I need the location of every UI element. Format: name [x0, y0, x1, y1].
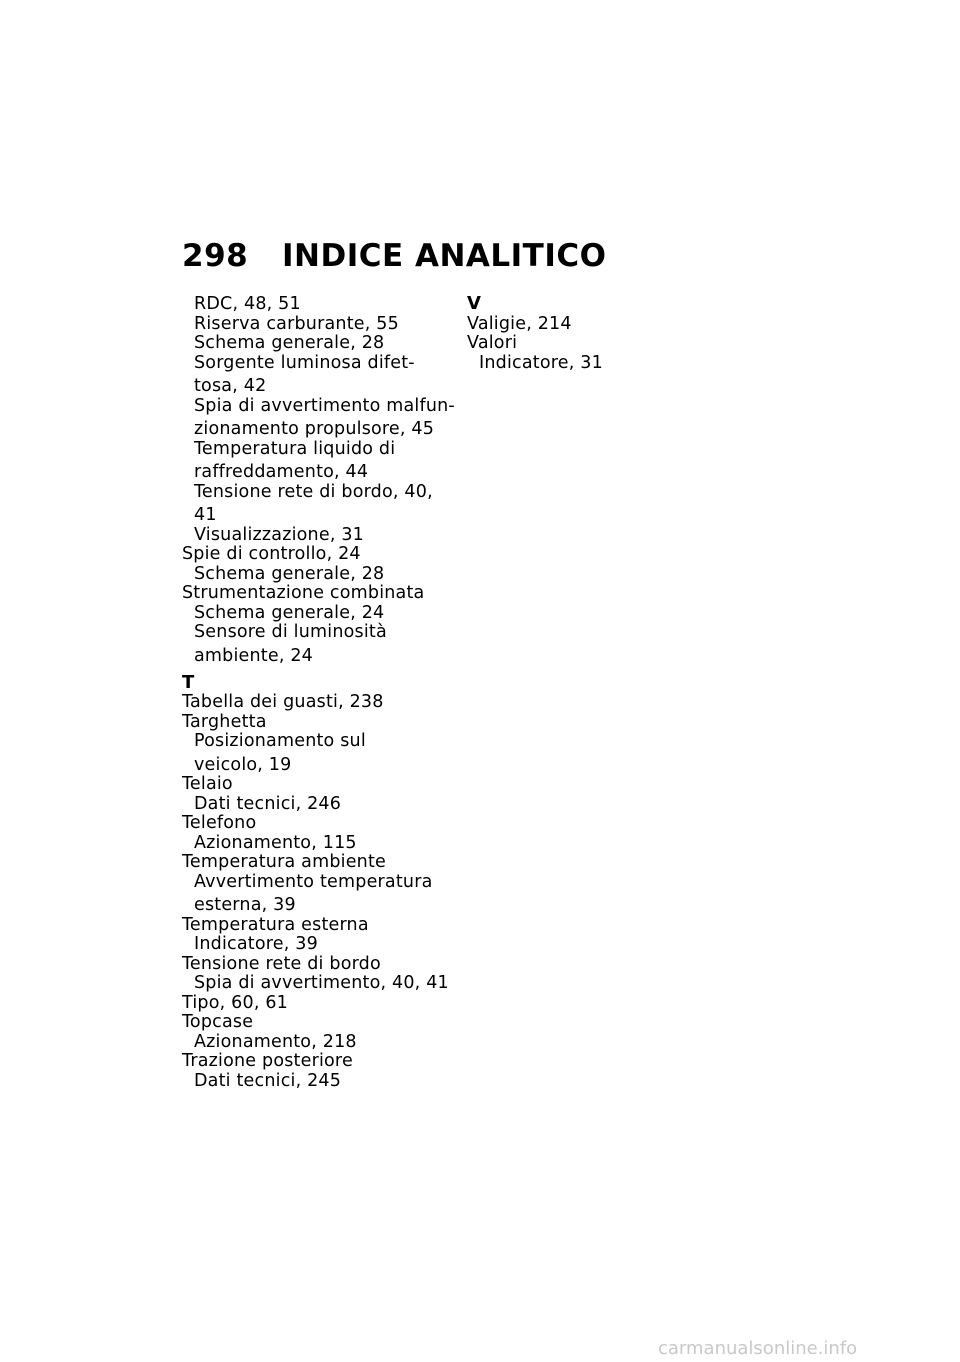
- index-subentry: Sorgente luminosa difet-: [194, 352, 415, 373]
- index-subentry: Azionamento, 115: [194, 832, 357, 853]
- index-entry: Telaio: [182, 774, 233, 794]
- index-subentry: Indicatore, 31: [479, 352, 603, 373]
- index-subentry: raffreddamento, 44: [194, 462, 369, 482]
- index-entry: Trazione posteriore: [182, 1051, 353, 1071]
- index-subentry: RDC, 48, 51: [194, 294, 301, 314]
- index-letter-heading: T: [182, 671, 195, 693]
- index-entry: Topcase: [182, 1012, 254, 1032]
- index-letter-heading: V: [467, 293, 482, 314]
- index-entry: Tensione rete di bordo: [182, 953, 381, 974]
- index-subentry: Dati tecnici, 245: [194, 1070, 342, 1091]
- index-subentry: Riserva carburante, 55: [194, 313, 399, 334]
- watermark: carmanualsonline.info: [658, 1338, 858, 1359]
- index-subentry: Spia di avvertimento malfun-: [194, 395, 455, 416]
- index-subentry: tosa, 42: [194, 376, 267, 396]
- page-number: 298: [182, 238, 249, 274]
- page-title: INDICE ANALITICO: [282, 238, 607, 274]
- index-subentry: Dati tecnici, 246: [194, 793, 342, 814]
- index-subentry: veicolo, 19: [194, 754, 292, 775]
- index-entry: Tipo, 60, 61: [182, 992, 289, 1013]
- index-entry: Targhetta: [182, 711, 267, 732]
- index-entry: Valigie, 214: [467, 313, 572, 334]
- index-entry: Temperatura esterna: [182, 914, 369, 935]
- index-subentry: esterna, 39: [194, 895, 296, 915]
- index-subentry: Spia di avvertimento, 40, 41: [194, 973, 449, 993]
- index-subentry: Schema generale, 28: [194, 333, 385, 353]
- index-subentry: ambiente, 24: [194, 645, 314, 666]
- index-subentry: Indicatore, 39: [194, 934, 318, 954]
- page-header: [182, 238, 606, 274]
- index-subentry: Temperatura liquido di: [194, 438, 396, 459]
- index-subentry: zionamento propulsore, 45: [194, 419, 435, 439]
- index-subentry: Visualizzazione, 31: [194, 524, 365, 545]
- index-subentry: Avvertimento temperatura: [194, 871, 433, 892]
- index-subentry: Tensione rete di bordo, 40,: [194, 481, 433, 502]
- index-entry: Valori: [467, 333, 518, 353]
- index-entry: Strumentazione combinata: [182, 583, 425, 603]
- index-subentry: Posizionamento sul: [194, 731, 366, 751]
- index-entry: Tabella dei guasti, 238: [182, 692, 384, 712]
- index-entry: Temperatura ambiente: [182, 852, 386, 872]
- index-subentry: Schema generale, 28: [194, 563, 385, 584]
- index-subentry: 41: [194, 505, 217, 525]
- index-entry: Telefono: [182, 813, 257, 833]
- index-entry: Spie di controllo, 24: [182, 544, 361, 564]
- index-subentry: Azionamento, 218: [194, 1031, 357, 1052]
- index-subentry: Sensore di luminosità: [194, 622, 387, 642]
- index-subentry: Schema generale, 24: [194, 602, 385, 623]
